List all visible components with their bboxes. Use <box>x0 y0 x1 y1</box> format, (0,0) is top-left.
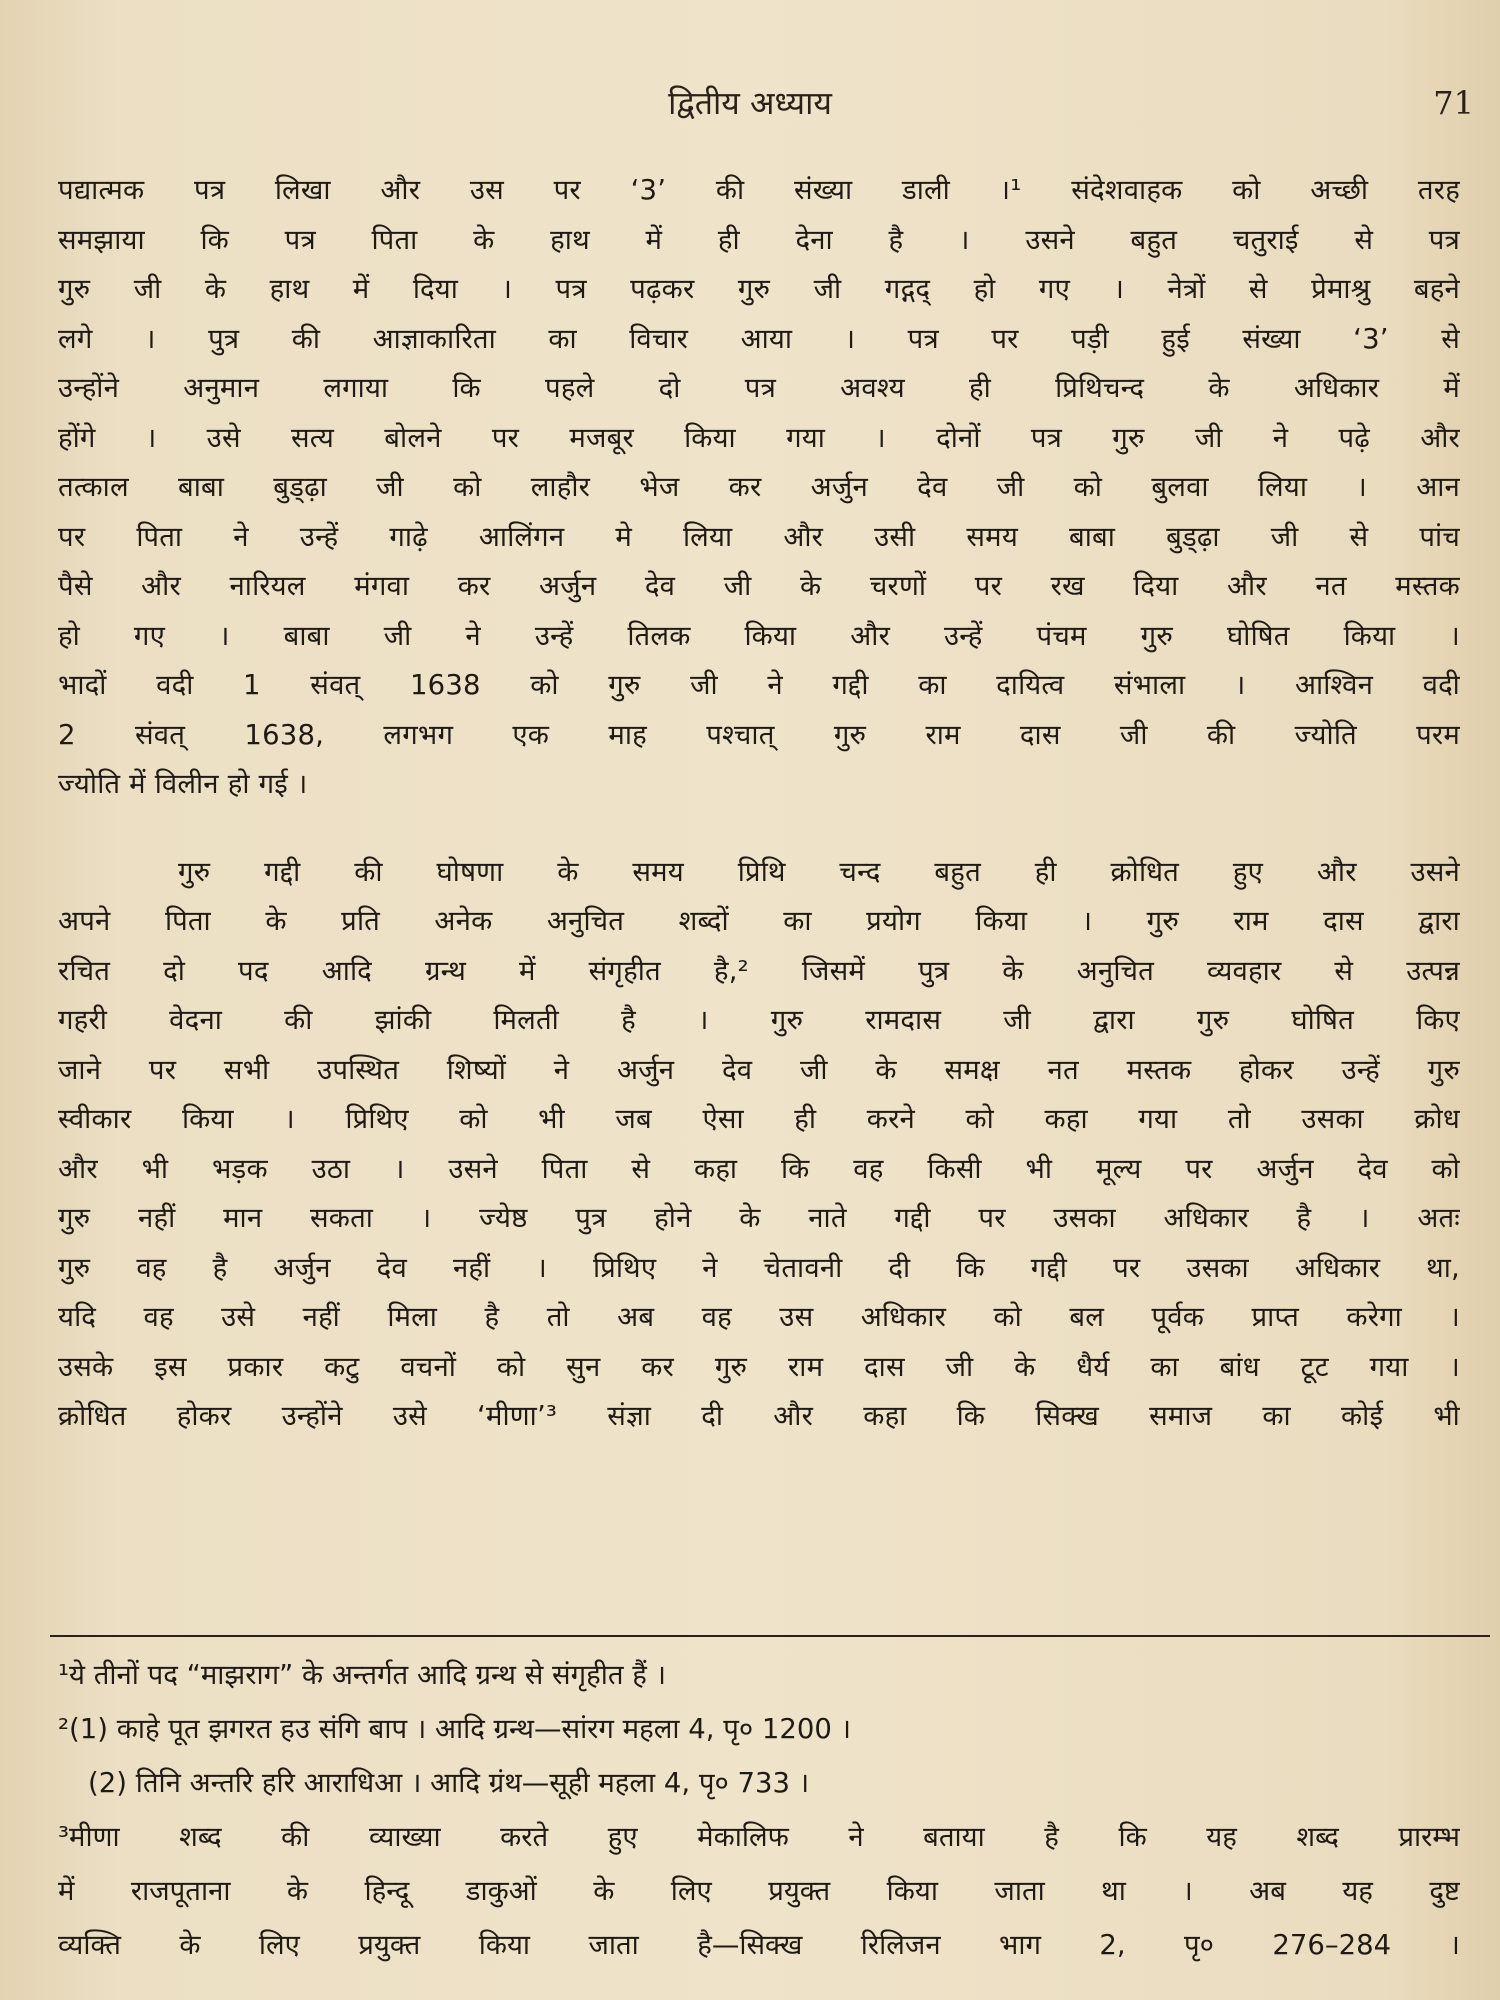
text-line: 2 संवत् 1638, लगभग एक माह पश्चात् गुरु राम दास जी की ज्योति परम <box>58 718 1460 751</box>
text-line: समझाया कि पत्र पिता के हाथ में ही देना है । उसने बहुत चतुराई से पत्र <box>58 223 1460 256</box>
footnote-divider <box>50 1635 1490 1637</box>
text-line: गुरु जी के हाथ में दिया । पत्र पढ़कर गुरु जी गद्गद् हो गए । नेत्रों से प्रेमाश्रु बहने <box>58 273 1460 305</box>
text-line: उन्होंने अनुमान लगाया कि पहले दो पत्र अवश्य ही प्रिथिचन्द के अधिकार में <box>58 372 1460 404</box>
page-number: 71 <box>1433 84 1474 122</box>
footnote-2-item-1: ²(1) काहे पूत झगरत हउ संगि बाप । आदि ग्रन्थ—सांरग महला 4, पृ० 1200 । <box>58 1713 852 1745</box>
text-line: भादों वदी 1 संवत् 1638 को गुरु जी ने गद्दी का दायित्व संभाला । आश्विन वदी <box>58 669 1460 701</box>
running-title: द्वितीय अध्याय <box>668 84 832 122</box>
text-line: रचित दो पद आदि ग्रन्थ में संगृहीत है,² जिसमें पुत्र के अनुचित व्यवहार से उत्पन्न <box>58 954 1460 987</box>
paragraph-gap <box>58 810 1460 848</box>
text-line: हो गए । बाबा जी ने उन्हें तिलक किया और उन्हें पंचम गुरु घोषित किया । <box>58 619 1460 652</box>
text-line: पद्यात्मक पत्र लिखा और उस पर ‘3’ की संख्या डाली ।¹ संदेशवाहक को अच्छी तरह <box>58 174 1460 206</box>
body-text <box>58 166 1460 1442</box>
footnote-2-item-2: (2) तिनि अन्तरि हरि आराधिआ । आदि ग्रंथ—सूही महला 4, पृ० 733 । <box>88 1767 810 1799</box>
text-line: जाने पर सभी उपस्थित शिष्यों ने अर्जुन देव जी के समक्ष नत मस्तक होकर उन्हें गुरु <box>58 1053 1460 1086</box>
text-line: क्रोधित होकर उन्होंने उसे ‘मीणा’³ संज्ञा दी और कहा कि सिक्ख समाज का कोई भी <box>58 1400 1460 1432</box>
text-line: होंगे । उसे सत्य बोलने पर मजबूर किया गया । दोनों पत्र गुरु जी ने पढ़े और <box>58 421 1460 454</box>
text-line: गहरी वेदना की झांकी मिलती है । गुरु रामदास जी द्वारा गुरु घोषित किए <box>58 1004 1460 1036</box>
text-line: गुरु नहीं मान सकता । ज्येष्ठ पुत्र होने के नाते गद्दी पर उसका अधिकार है । अतः <box>58 1202 1460 1234</box>
text-line: गुरु वह है अर्जुन देव नहीं । प्रिथिए ने चेतावनी दी कि गद्दी पर उसका अधिकार था, <box>58 1251 1460 1284</box>
footnote-1: ¹ये तीनों पद “माझराग” के अन्तर्गत आदि ग्रन्थ से संगृहीत हैं । <box>58 1659 667 1691</box>
text-line: स्वीकार किया । प्रिथिए को भी जब ऐसा ही करने को कहा गया तो उसका क्रोध <box>58 1103 1460 1135</box>
text-line: ज्योति में विलीन हो गई । <box>58 768 308 800</box>
text-line: पर पिता ने उन्हें गाढ़े आलिंगन मे लिया और उसी समय बाबा बुड्ढ़ा जी से पांच <box>58 520 1460 553</box>
footnote-3-line: व्यक्ति के लिए प्रयुक्त किया जाता है—सिक्ख रिलिजन भाग 2, पृ० 276–284 । <box>58 1929 1460 1961</box>
text-line: पैसे और नारियल मंगवा कर अर्जुन देव जी के चरणों पर रख दिया और नत मस्तक <box>58 570 1460 602</box>
text-line: अपने पिता के प्रति अनेक अनुचित शब्दों का प्रयोग किया । गुरु राम दास द्वारा <box>58 905 1460 937</box>
footnote-3-line: में राजपूताना के हिन्दू डाकुओं के लिए प्रयुक्त किया जाता था । अब यह दुष्ट <box>58 1875 1460 1907</box>
text-line: और भी भड़क उठा । उसने पिता से कहा कि वह किसी भी मूल्य पर अर्जुन देव को <box>58 1152 1460 1185</box>
text-line: लगे । पुत्र की आज्ञाकारिता का विचार आया । पत्र पर पड़ी हुई संख्या ‘3’ से <box>58 322 1460 355</box>
page-header <box>0 78 1500 128</box>
text-line: गुरु गद्दी की घोषणा के समय प्रिथि चन्द बहुत ही क्रोधित हुए और उसने <box>178 855 1460 888</box>
footnote-3-line: ³मीणा शब्द की व्याख्या करते हुए मेकालिफ ने बताया है कि यह शब्द प्रारम्भ <box>58 1821 1460 1853</box>
text-line: यदि वह उसे नहीं मिला है तो अब वह उस अधिकार को बल पूर्वक प्राप्त करेगा । <box>58 1301 1460 1333</box>
footnotes <box>58 1648 1460 1972</box>
text-line: उसके इस प्रकार कटु वचनों को सुन कर गुरु राम दास जी के धैर्य का बांध टूट गया । <box>58 1350 1460 1383</box>
text-line: तत्काल बाबा बुड्ढ़ा जी को लाहौर भेज कर अर्जुन देव जी को बुलवा लिया । आन <box>58 471 1460 503</box>
